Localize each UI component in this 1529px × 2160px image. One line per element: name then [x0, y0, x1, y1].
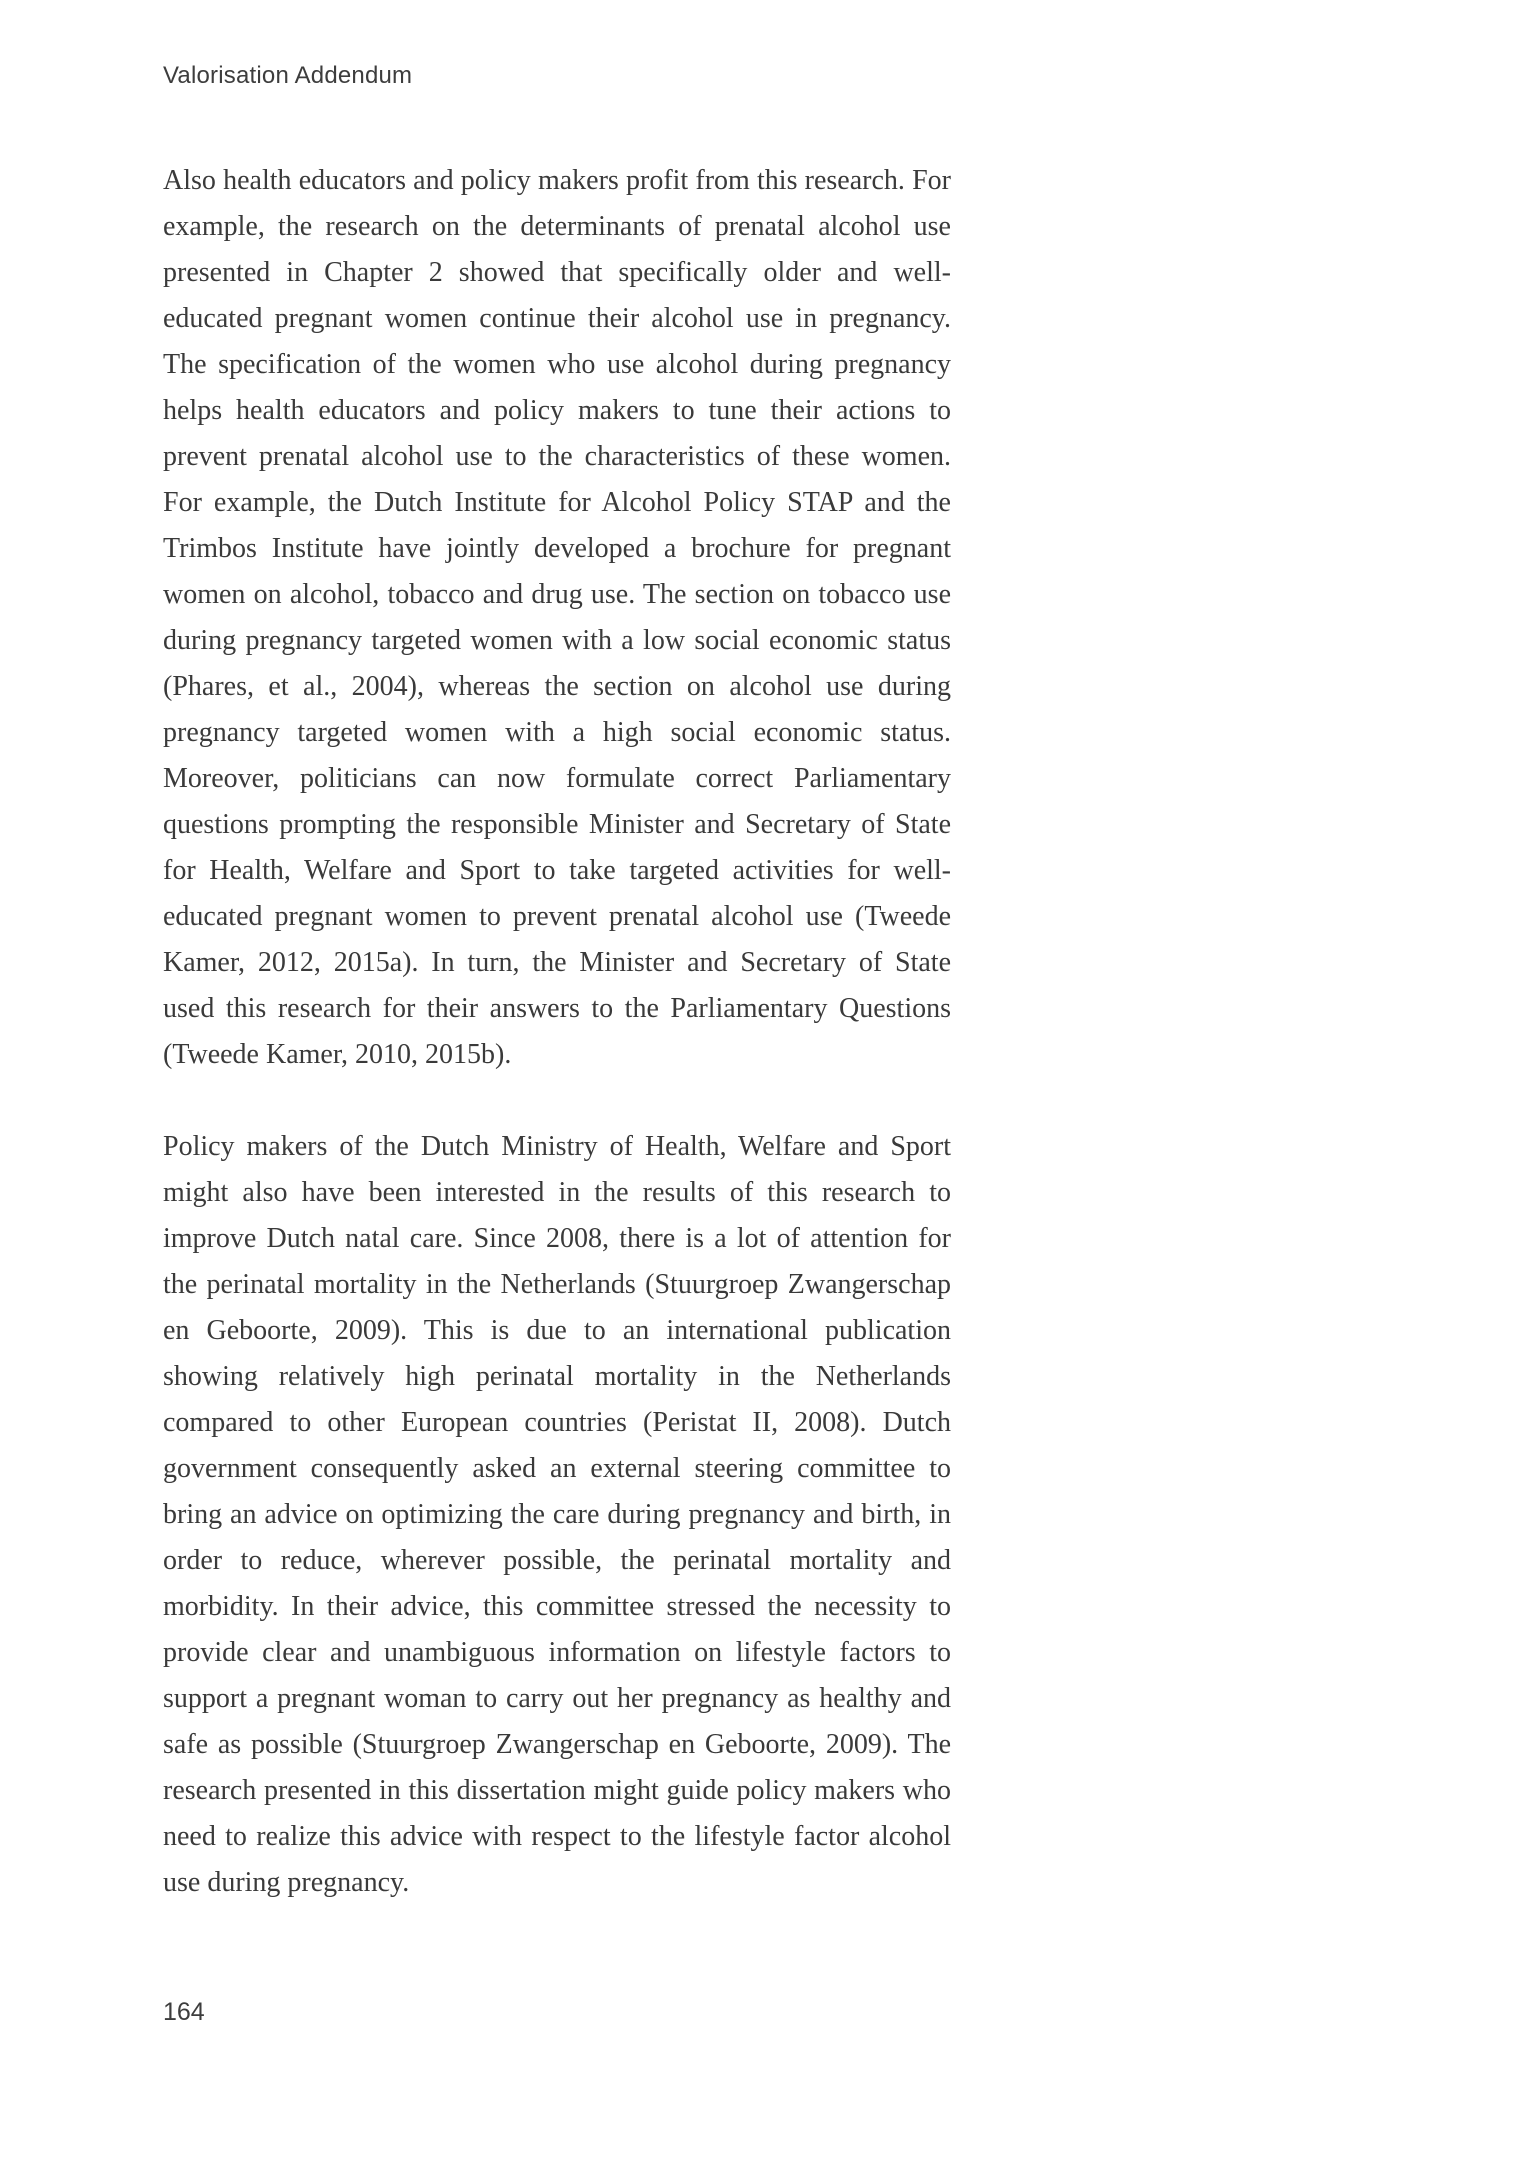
- page-number: 164: [163, 1998, 205, 2026]
- paragraph-2: Policy makers of the Dutch Ministry of Health, Welfare and Sport might also have been interested in the results of this research to improve Dutch natal care. Since 2008, there is a lot of attention for the perinatal mortality in the Netherlands (Stuurgroep Zwangerschap en Geboorte, 2009). This is due to an international publication showing relatively high perinatal mortality in the Netherlands compared to other European countries (Peristat II, 2008). Dutch government consequently asked an external steering committee to bring an advice on optimizing the care during pregnancy and birth, in order to reduce, wherever possible, the perinatal mortality and morbidity. In their advice, this committee stressed the necessity to provide clear and unambiguous information on lifestyle factors to support a pregnant woman to carry out her pregnancy as healthy and safe as possible (Stuurgroep Zwangerschap en Geboorte, 2009). The research presented in this dissertation might guide policy makers who need to realize this advice with respect to the lifestyle factor alcohol use during pregnancy.: [163, 1131, 951, 1898]
- running-header: Valorisation Addendum: [163, 62, 413, 89]
- page-body: [163, 158, 951, 1906]
- paragraph-1: Also health educators and policy makers profit from this research. For example, the research on the determinants of prenatal alcohol use presented in Chapter 2 showed that specifically older and well-educated pregnant women continue their alcohol use in pregnancy. The specification of the women who use alcohol during pregnancy helps health educators and policy makers to tune their actions to prevent prenatal alcohol use to the characteristics of these women. For example, the Dutch Institute for Alcohol Policy STAP and the Trimbos Institute have jointly developed a brochure for pregnant women on alcohol, tobacco and drug use. The section on tobacco use during pregnancy targeted women with a low social economic status (Phares, et al., 2004), whereas the section on alcohol use during pregnancy targeted women with a high social economic status. Moreover, politicians can now formulate correct Parliamentary questions prompting the responsible Minister and Secretary of State for Health, Welfare and Sport to take targeted activities for well-educated pregnant women to prevent prenatal alcohol use (Tweede Kamer, 2012, 2015a). In turn, the Minister and Secretary of State used this research for their answers to the Parliamentary Questions (Tweede Kamer, 2010, 2015b).: [163, 165, 951, 1070]
